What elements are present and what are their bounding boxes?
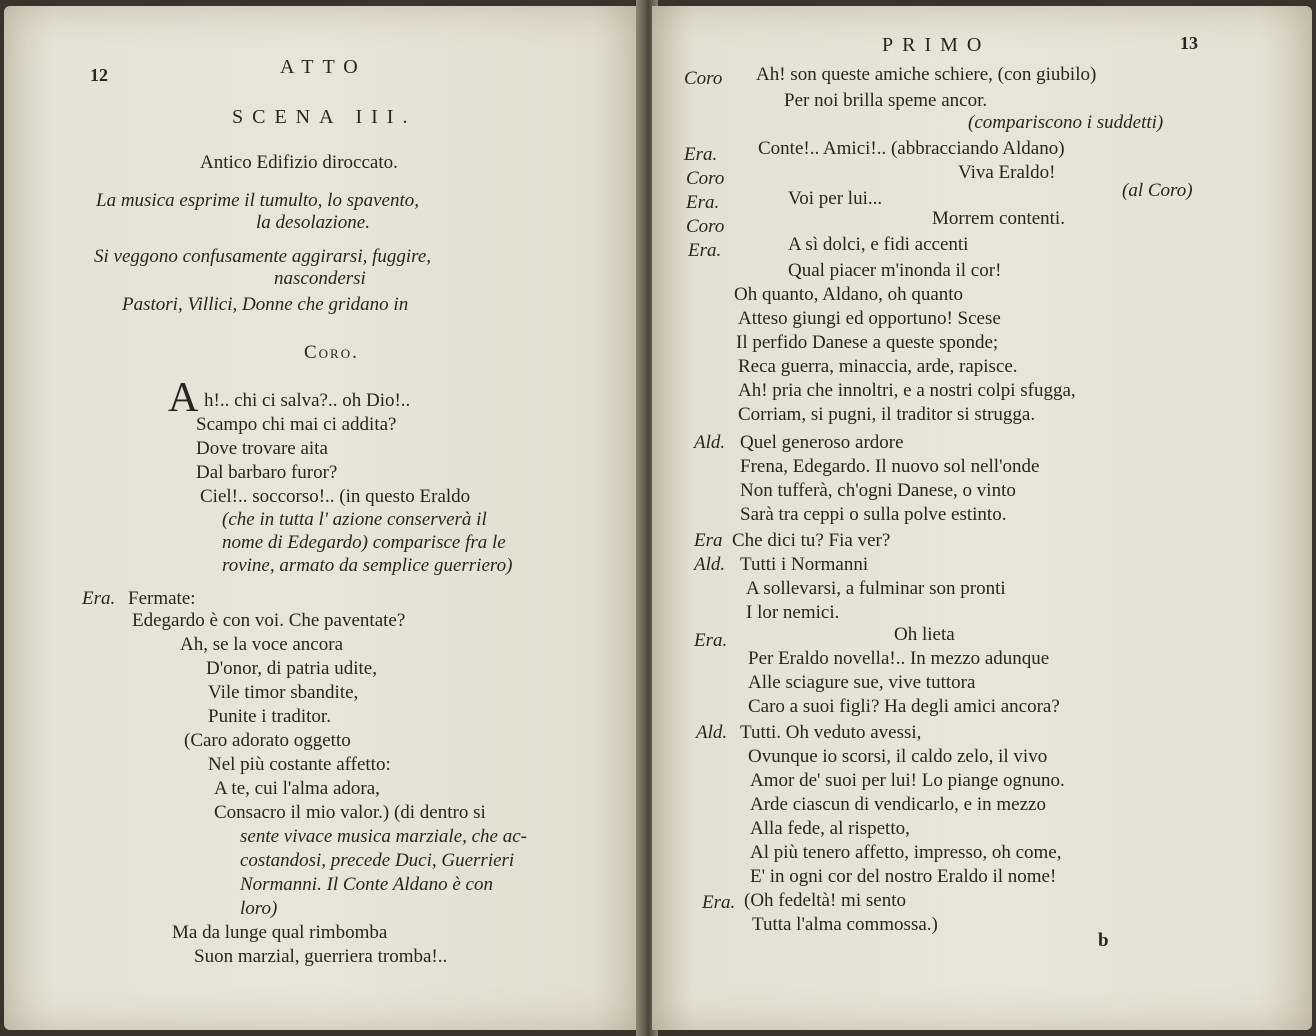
- speaker-label: Coro: [684, 68, 723, 89]
- speaker-label: Era.: [684, 144, 718, 165]
- verse-line: Caro a suoi figli? Ha degli amici ancora?: [748, 696, 1060, 717]
- verse-line: Reca guerra, minaccia, arde, rapisce.: [738, 356, 1018, 377]
- page-number: 13: [1180, 33, 1198, 53]
- stage-direction: nascondersi: [274, 268, 366, 289]
- speaker-label: Ald.: [694, 432, 726, 453]
- stage-direction: rovine, armato da semplice guerriero): [222, 555, 513, 576]
- stage-direction: loro): [240, 898, 278, 919]
- verse-line: h!.. chi ci salva?.. oh Dio!..: [204, 390, 411, 411]
- speaker-label: Coro: [686, 216, 725, 237]
- verse-line: Quel generoso ardore: [740, 432, 904, 453]
- speaker-label: Ald.: [696, 722, 728, 743]
- verse-line: Nel più costante affetto:: [208, 754, 391, 775]
- stage-direction: costandosi, precede Duci, Guerrieri: [240, 850, 515, 871]
- verse-line: Scampo chi mai ci addita?: [196, 414, 397, 435]
- verse-line: Frena, Edegardo. Il nuovo sol nell'onde: [740, 456, 1040, 477]
- speaker-label: Era.: [694, 630, 728, 651]
- verse-line: Ciel!.. soccorso!.. (in questo Eraldo: [200, 486, 471, 507]
- speaker-label: Era.: [702, 892, 736, 913]
- verse-line: Voi per lui...: [788, 188, 883, 209]
- verse-line: Alla fede, al rispetto,: [750, 818, 910, 839]
- verse-line: Dove trovare aita: [196, 438, 328, 459]
- verse-line: Non tufferà, ch'ogni Danese, o vinto: [740, 480, 1016, 501]
- verse-line: Arde ciascun di vendicarlo, e in mezzo: [750, 794, 1046, 815]
- verse-line: Alle sciagure sue, vive tuttora: [748, 672, 976, 693]
- signature-mark: b: [1098, 930, 1109, 951]
- speaker-label: Era: [694, 530, 723, 551]
- verse-line: Viva Eraldo!: [958, 162, 1056, 183]
- stage-direction: Normanni. Il Conte Aldano è con: [240, 874, 493, 895]
- stage-direction: (compariscono i suddetti): [968, 112, 1164, 133]
- verse-line: Corriam, si pugni, il traditor si strugga.: [738, 404, 1036, 425]
- verse-line: D'onor, di patria udite,: [206, 658, 377, 679]
- stage-direction: sente vivace musica marziale, che ac-: [240, 826, 528, 847]
- verse-line: Edegardo è con voi. Che paventate?: [132, 610, 406, 631]
- verse-line: Ah, se la voce ancora: [180, 634, 344, 655]
- verse-line: Oh lieta: [894, 624, 955, 645]
- verse-line: (Oh fedeltà! mi sento: [744, 890, 906, 911]
- verse-line: Suon marzial, guerriera tromba!..: [194, 946, 448, 967]
- verse-line: A te, cui l'alma adora,: [214, 778, 380, 799]
- speaker-label: Era.: [82, 588, 116, 609]
- verse-line: Qual piacer m'inonda il cor!: [788, 260, 1002, 281]
- running-head: ATTO: [280, 56, 367, 78]
- stage-direction: (che in tutta l' azione conserverà il: [222, 509, 487, 530]
- speaker-label: Coro: [686, 168, 725, 189]
- verse-line: Per noi brilla speme ancor.: [784, 90, 988, 111]
- verse-line: Per Eraldo novella!.. In mezzo adunque: [748, 648, 1050, 669]
- verse-line: Sarà tra ceppi o sulla polve estinto.: [740, 504, 1007, 525]
- verse-line: Ma da lunge qual rimbomba: [172, 922, 388, 943]
- running-head: PRIMO: [882, 34, 991, 56]
- verse-line: Consacro il mio valor.) (di dentro si: [214, 802, 486, 823]
- verse-line: Ovunque io scorsi, il caldo zelo, il vivo: [748, 746, 1048, 767]
- verse-line: Atteso giungi ed opportuno! Scese: [738, 308, 1001, 329]
- stage-direction: la desolazione.: [256, 212, 370, 233]
- page-number: 12: [90, 65, 108, 85]
- verse-line: I lor nemici.: [746, 602, 840, 623]
- right-page: [652, 6, 1312, 1030]
- stage-direction: nome di Edegardo) comparisce fra le: [222, 532, 506, 553]
- verse-line: E' in ogni cor del nostro Eraldo il nome!: [750, 866, 1057, 887]
- verse-line: Tutta l'alma commossa.): [752, 914, 938, 935]
- verse-line: (Caro adorato oggetto: [184, 730, 351, 751]
- verse-line: Amor de' suoi per lui! Lo piange ognuno.: [750, 770, 1065, 791]
- stage-direction: Si veggono confusamente aggirarsi, fuggire,: [94, 246, 432, 267]
- scene-title: SCENA III.: [232, 106, 417, 128]
- verse-line: Vile timor sbandite,: [208, 682, 359, 703]
- verse-line: Tutti. Oh veduto avessi,: [740, 722, 922, 743]
- stage-direction: Antico Edifizio diroccato.: [200, 152, 398, 173]
- verse-line: Tutti i Normanni: [740, 554, 869, 575]
- verse-line: Conte!.. Amici!.. (abbracciando Aldano): [758, 138, 1065, 159]
- stage-direction: La musica esprime il tumulto, lo spavento,: [96, 190, 419, 211]
- speaker-label: Ald.: [694, 554, 726, 575]
- verse-line: Al più tenero affetto, impresso, oh come,: [750, 842, 1062, 863]
- verse-line: Morrem contenti.: [932, 208, 1065, 229]
- speaker-label: Era.: [686, 192, 720, 213]
- verse-line: Fermate:: [128, 588, 196, 609]
- left-page: [4, 6, 644, 1030]
- verse-line: A sollevarsi, a fulminar son pronti: [746, 578, 1006, 599]
- verse-line: A sì dolci, e fidi accenti: [788, 234, 969, 255]
- speaker-label: Era.: [688, 240, 722, 261]
- verse-line: Punite i traditor.: [208, 706, 331, 727]
- drop-cap: A: [168, 375, 199, 421]
- verse-line: Dal barbaro furor?: [196, 462, 338, 483]
- speaker-heading: Coro.: [304, 342, 359, 363]
- stage-direction: (al Coro): [1122, 180, 1193, 201]
- stage-direction: Pastori, Villici, Donne che gridano in: [122, 294, 409, 315]
- verse-line: Il perfido Danese a queste sponde;: [736, 332, 999, 353]
- verse-line: Ah! son queste amiche schiere, (con giubilo): [756, 64, 1097, 85]
- verse-line: Oh quanto, Aldano, oh quanto: [734, 284, 964, 305]
- verse-line: Che dici tu? Fia ver?: [732, 530, 891, 551]
- verse-line: Ah! pria che innoltri, e a nostri colpi sfugga,: [738, 380, 1076, 401]
